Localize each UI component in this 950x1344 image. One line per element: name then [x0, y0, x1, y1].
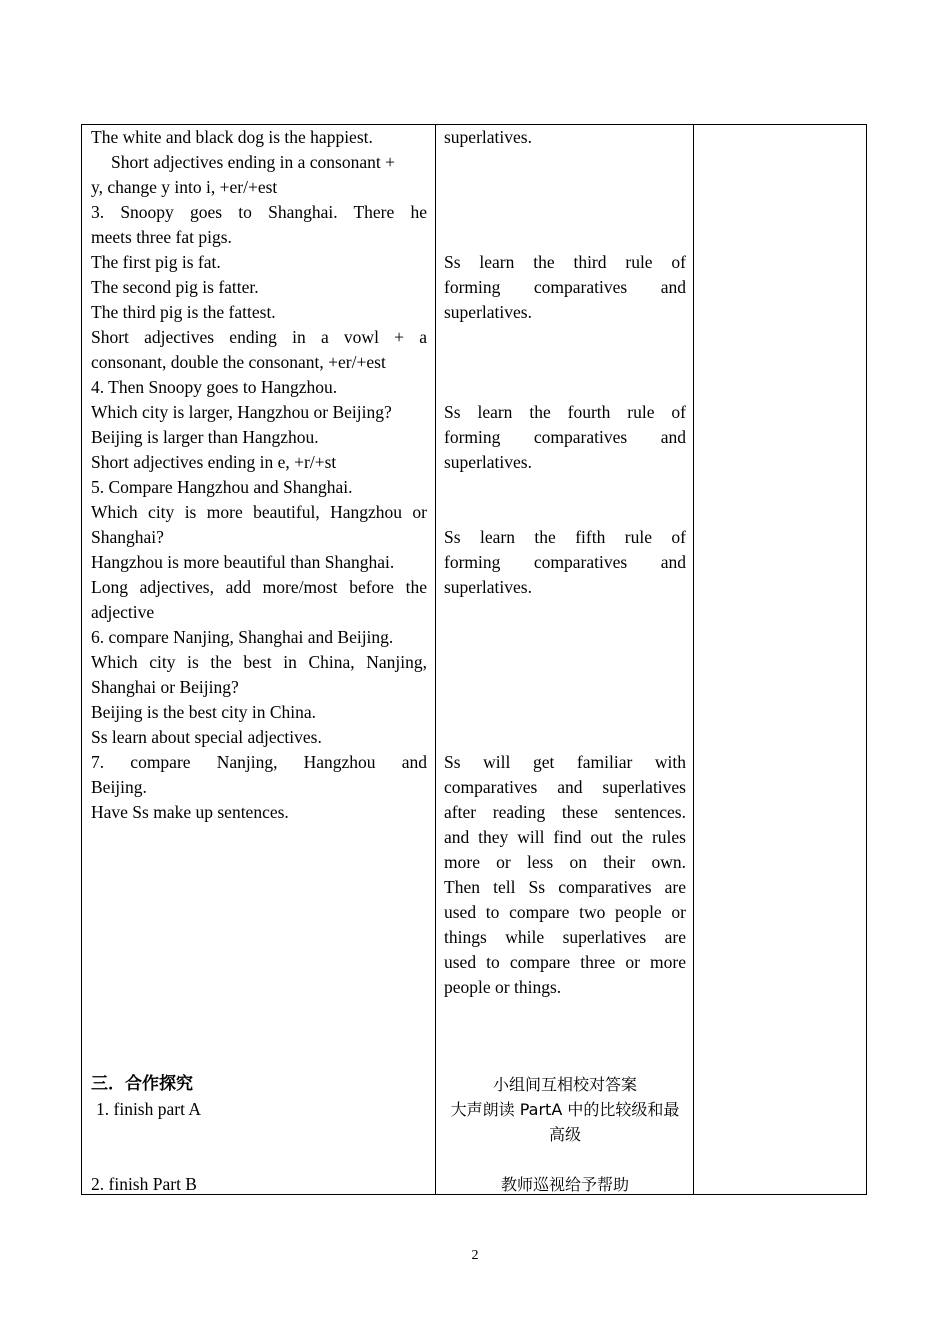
content-line: Beijing is larger than Hangzhou.	[91, 427, 319, 447]
activity-line-cjk: 大声朗读 PartA 中的比较级和最	[450, 1100, 680, 1119]
content-line: Hangzhou is more beautiful than Shanghai.	[91, 552, 395, 572]
lesson-plan-table	[81, 124, 867, 1195]
section-heading: 三．合作探究	[91, 1074, 193, 1094]
activity-line: forming comparatives and	[444, 427, 686, 447]
activity-line: after reading these sentences.	[444, 802, 686, 822]
activity-line: superlatives.	[444, 302, 532, 322]
activity-line: forming comparatives and	[444, 277, 686, 297]
content-line: 6. compare Nanjing, Shanghai and Beijing.	[91, 627, 394, 647]
activity-line: Ss learn the third rule of	[444, 252, 686, 272]
content-line: Beijing.	[91, 777, 147, 797]
content-line: Ss learn about special adjectives.	[91, 727, 322, 747]
content-line: y, change y into i, +er/+est	[91, 177, 278, 197]
activity-line: used to compare three or more	[444, 952, 686, 972]
activity-line: comparatives and superlatives	[444, 777, 686, 797]
content-line: Long adjectives, add more/most before the	[91, 577, 427, 597]
content-line: The white and black dog is the happiest.	[91, 127, 373, 147]
content-line: 7. compare Nanjing, Hangzhou and	[91, 752, 427, 772]
page-number: 2	[471, 1248, 479, 1263]
content-line: Short adjectives ending in a vowl + a	[91, 327, 427, 347]
content-line: The second pig is fatter.	[91, 277, 259, 297]
activity-line: more or less on their own.	[444, 852, 686, 872]
activity-line: things while superlatives are	[444, 927, 686, 947]
content-line: Which city is the best in China, Nanjing,	[91, 652, 427, 672]
content-line: Shanghai or Beijing?	[91, 677, 239, 697]
activity-line-cjk: 小组间互相校对答案	[492, 1075, 637, 1094]
activity-line-cjk: 高级	[548, 1125, 581, 1144]
activity-line: people or things.	[444, 977, 562, 997]
activity-line: superlatives.	[444, 127, 532, 147]
content-line: Shanghai?	[91, 527, 164, 547]
content-line: The first pig is fat.	[91, 252, 221, 272]
content-line: consonant, double the consonant, +er/+est	[91, 352, 386, 372]
content-line: The third pig is the fattest.	[91, 302, 276, 322]
activity-line: Then tell Ss comparatives are	[444, 877, 686, 897]
content-line: meets three fat pigs.	[91, 227, 232, 247]
notes-column	[694, 125, 867, 1194]
content-line: Which city is more beautiful, Hangzhou or	[91, 502, 427, 522]
activity-line: superlatives.	[444, 452, 532, 472]
content-line: Short adjectives ending in e, +r/+st	[91, 452, 337, 472]
content-line: 4. Then Snoopy goes to Hangzhou.	[91, 377, 338, 397]
activity-line: forming comparatives and	[444, 552, 686, 572]
content-line: adjective	[91, 602, 155, 622]
content-line: Beijing is the best city in China.	[91, 702, 317, 722]
content-line: Short adjectives ending in a consonant +	[111, 152, 395, 172]
activity-line: Ss learn the fifth rule of	[444, 527, 686, 547]
activity-line-cjk: 教师巡视给予帮助	[500, 1175, 629, 1194]
activity-line: superlatives.	[444, 577, 532, 597]
task-item: 2. finish Part B	[91, 1174, 197, 1194]
content-line: 5. Compare Hangzhou and Shanghai.	[91, 477, 353, 497]
activity-line: Ss will get familiar with	[444, 752, 686, 772]
content-line: Have Ss make up sentences.	[91, 802, 289, 822]
content-line: 3. Snoopy goes to Shanghai. There he	[91, 202, 427, 222]
column-divider	[435, 125, 436, 1194]
activity-line: used to compare two people or	[444, 902, 686, 922]
content-line: Which city is larger, Hangzhou or Beijing?	[91, 402, 392, 422]
activity-line: and they will find out the rules	[444, 827, 686, 847]
activity-line: Ss learn the fourth rule of	[444, 402, 686, 422]
task-item: 1. finish part A	[96, 1099, 201, 1119]
